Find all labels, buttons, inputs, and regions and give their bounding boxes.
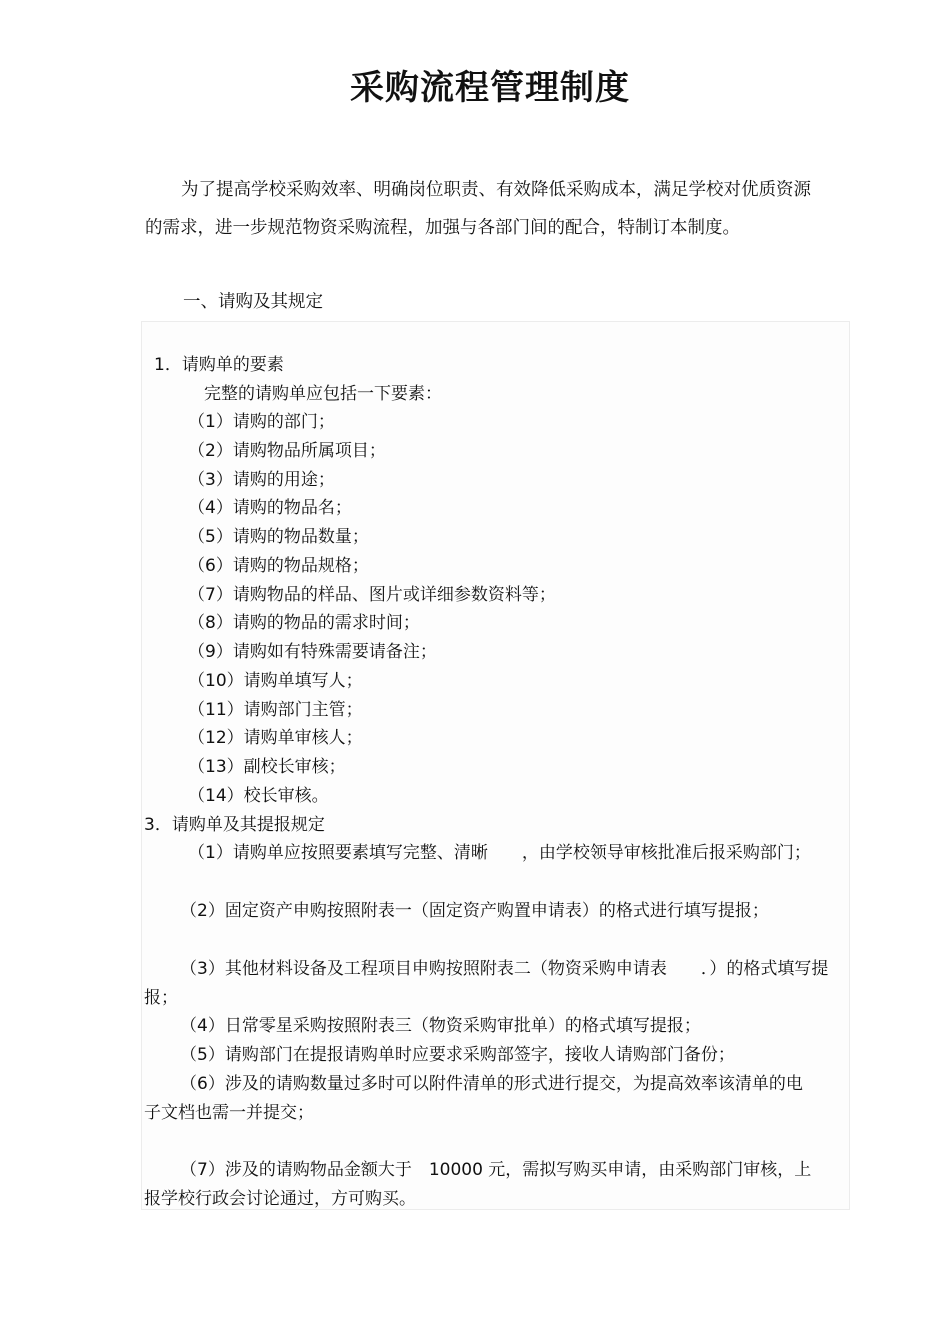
element-item: （2）请购物品所属项目； bbox=[188, 441, 386, 461]
rule-item: （1）请购单应按照要素填写完整、清晰 ，由学校领导审核批准后报采购部门； bbox=[188, 843, 811, 863]
element-item: （4）请购的物品名； bbox=[188, 498, 352, 518]
element-item: （13）副校长审核； bbox=[188, 757, 346, 777]
rule-item: （6）涉及的请购数量过多时可以附件清单的形式进行提交，为提高效率该清单的电子文档也需一并提交； bbox=[144, 1074, 803, 1123]
content-box bbox=[141, 321, 850, 1210]
element-item: （14）校长审核。 bbox=[188, 786, 329, 806]
intro-text: 为了提高学校采购效率、明确岗位职责、有效降低采购成本，满足学校对优质资源的需求，进一步规范物资采购流程，加强与各部门间的配合，特制订本制度。 bbox=[145, 180, 811, 238]
element-item: （1）请购的部门； bbox=[188, 412, 335, 432]
element-item: （6）请购的物品规格； bbox=[188, 556, 369, 576]
element-item: （8）请购的物品的需求时间； bbox=[188, 613, 420, 633]
rule-item: （5）请购部门在提报请购单时应要求采购部签字，接收人请购部门备份； bbox=[180, 1045, 735, 1065]
element-item: （5）请购的物品数量； bbox=[188, 527, 369, 547]
section-heading-requisition: 一、请购及其规定 bbox=[183, 292, 323, 312]
element-item: （12）请购单审核人； bbox=[188, 728, 363, 748]
rule-item: （3）其他材料设备及工程项目申购按照附表二（物资采购申请表 ．）的格式填写提报； bbox=[144, 959, 829, 1008]
element-item: （11）请购部门主管； bbox=[188, 700, 363, 720]
rule-item: （7）涉及的请购物品金额大于 10000 元，需拟写购买申请，由采购部门审核，上报学校行政会讨论通过，方可购买。 bbox=[144, 1160, 812, 1209]
rule-item: （4）日常零星采购按照附表三（物资采购审批单）的格式填写提报； bbox=[180, 1016, 701, 1036]
element-item: （7）请购物品的样品、图片或详细参数资料等； bbox=[188, 585, 556, 605]
intro-paragraph bbox=[145, 171, 815, 247]
element-item: （9）请购如有特殊需要请备注； bbox=[188, 642, 437, 662]
element-item: （10）请购单填写人； bbox=[188, 671, 363, 691]
element-item: （3）请购的用途； bbox=[188, 470, 335, 490]
sub-heading-elements: 1．请购单的要素 bbox=[154, 355, 284, 375]
rule-item: （2）固定资产申购按照附表一（固定资产购置申请表）的格式进行填写提报； bbox=[180, 901, 769, 921]
document-title: 采购流程管理制度 bbox=[350, 68, 630, 108]
elements-lead-text: 完整的请购单应包括一下要素： bbox=[204, 384, 442, 404]
sub-heading-submission: 3．请购单及其提报规定 bbox=[144, 815, 325, 835]
